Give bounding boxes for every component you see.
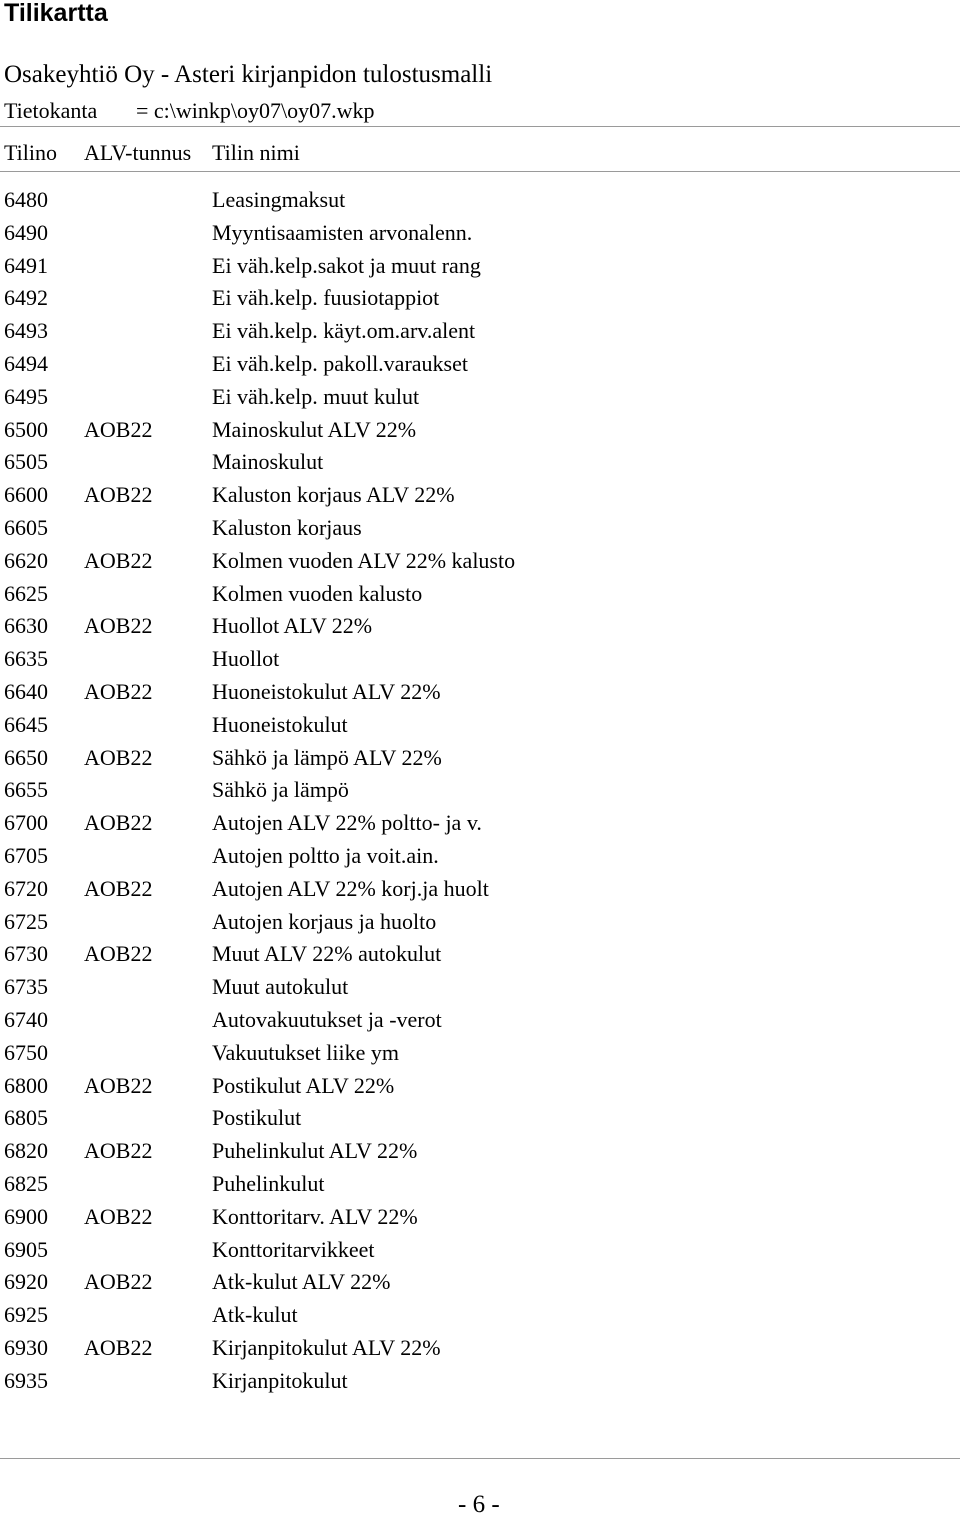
account-name: Huollot ALV 22% [212,613,373,639]
account-name: Autojen korjaus ja huolto [212,908,437,934]
account-name: Autojen poltto ja voit.ain. [212,842,439,868]
account-name: Konttoritarv. ALV 22% [212,1203,418,1229]
account-name: Myyntisaamisten arvonalenn. [212,219,473,245]
table-row [4,840,960,873]
header-divider [0,126,960,127]
account-number: 6905 [4,1236,48,1262]
account-name: Autovakuutukset ja -verot [212,1006,442,1032]
document-title: Tilikartta [4,0,108,27]
account-number: 6605 [4,514,48,540]
table-row [4,315,960,348]
table-row [4,676,960,709]
table-row [4,250,960,283]
vat-code: AOB22 [84,810,153,836]
account-number: 6655 [4,777,48,803]
table-row [4,414,960,447]
account-name: Ei väh.kelp. muut kulut [212,383,420,409]
account-number: 6493 [4,318,48,344]
table-row [4,1234,960,1267]
account-number: 6900 [4,1203,48,1229]
account-number: 6800 [4,1072,48,1098]
account-number: 6730 [4,941,48,967]
account-table [4,184,960,1397]
table-row [4,381,960,414]
table-row [4,1201,960,1234]
account-number: 6492 [4,285,48,311]
table-header-divider [0,171,960,172]
account-number: 6825 [4,1170,48,1196]
account-number: 6740 [4,1006,48,1032]
vat-code: AOB22 [84,1269,153,1295]
account-name: Atk-kulut ALV 22% [212,1269,391,1295]
account-number: 6700 [4,810,48,836]
account-name: Puhelinkulut ALV 22% [212,1138,418,1164]
account-number: 6494 [4,350,48,376]
account-name: Kolmen vuoden kalusto [212,580,423,606]
account-number: 6705 [4,842,48,868]
account-number: 6600 [4,482,48,508]
account-name: Sähkö ja lämpö [212,777,349,803]
vat-code: AOB22 [84,875,153,901]
account-name: Sähkö ja lämpö ALV 22% [212,744,442,770]
account-number: 6650 [4,744,48,770]
account-number: 6640 [4,678,48,704]
account-name: Konttoritarvikkeet [212,1236,375,1262]
table-row [4,1004,960,1037]
company-name: Osakeyhtiö Oy - Asteri kirjanpidon tulostusmalli [4,61,493,88]
column-header-account-no: Tilino [4,140,58,165]
table-row [4,479,960,512]
vat-code: AOB22 [84,1334,153,1360]
account-name: Atk-kulut [212,1302,298,1328]
footer-divider [0,1458,960,1459]
vat-code: AOB22 [84,1138,153,1164]
page-number: - 6 - [458,1491,500,1518]
account-number: 6491 [4,252,48,278]
account-name: Puhelinkulut [212,1170,325,1196]
account-name: Kirjanpitokulut [212,1367,348,1393]
table-row [4,512,960,545]
vat-code: AOB22 [84,482,153,508]
table-row [4,610,960,643]
account-name: Vakuutukset liike ym [212,1039,399,1065]
account-name: Mainoskulut [212,449,324,475]
table-row [4,742,960,775]
account-name: Huoneistokulut [212,711,348,737]
account-name: Huoneistokulut ALV 22% [212,678,441,704]
database-path: = c:\winkp\oy07\oy07.wkp [136,98,375,123]
account-number: 6935 [4,1367,48,1393]
account-number: 6495 [4,383,48,409]
account-name: Kaluston korjaus ALV 22% [212,482,455,508]
account-name: Kirjanpitokulut ALV 22% [212,1334,441,1360]
table-row [4,774,960,807]
account-number: 6645 [4,711,48,737]
table-row [4,971,960,1004]
account-name: Mainoskulut ALV 22% [212,416,417,442]
account-number: 6930 [4,1334,48,1360]
table-row [4,906,960,939]
table-row [4,1037,960,1070]
table-row [4,348,960,381]
table-row [4,1365,960,1398]
account-name: Huollot [212,646,280,672]
table-row [4,1168,960,1201]
table-row [4,1102,960,1135]
account-number: 6805 [4,1105,48,1131]
table-row [4,1135,960,1168]
account-number: 6750 [4,1039,48,1065]
table-row [4,578,960,611]
vat-code: AOB22 [84,941,153,967]
vat-code: AOB22 [84,1072,153,1098]
account-number: 6630 [4,613,48,639]
account-name: Autojen ALV 22% poltto- ja v. [212,810,482,836]
table-row [4,873,960,906]
account-number: 6735 [4,974,48,1000]
account-number: 6720 [4,875,48,901]
table-row [4,1332,960,1365]
account-name: Kolmen vuoden ALV 22% kalusto [212,547,516,573]
database-label: Tietokanta [4,98,98,123]
account-name: Postikulut [212,1105,302,1131]
account-number: 6500 [4,416,48,442]
account-number: 6635 [4,646,48,672]
account-name: Leasingmaksut [212,187,346,212]
vat-code: AOB22 [84,744,153,770]
account-name: Ei väh.kelp. fuusiotappiot [212,285,440,311]
account-name: Autojen ALV 22% korj.ja huolt [212,875,489,901]
account-number: 6920 [4,1269,48,1295]
table-row [4,446,960,479]
table-row [4,282,960,315]
table-row [4,217,960,250]
table-row [4,709,960,742]
account-name: Postikulut ALV 22% [212,1072,395,1098]
table-row [4,807,960,840]
account-name: Kaluston korjaus [212,514,362,540]
account-name: Ei väh.kelp. käyt.om.arv.alent [212,318,476,344]
account-name: Ei väh.kelp.sakot ja muut rang [212,252,481,278]
table-row [4,1070,960,1103]
table-row [4,1266,960,1299]
account-name: Muut autokulut [212,974,349,1000]
table-row [4,545,960,578]
account-number: 6625 [4,580,48,606]
account-number: 6505 [4,449,48,475]
account-name: Muut ALV 22% autokulut [212,941,442,967]
vat-code: AOB22 [84,678,153,704]
table-row [4,184,960,217]
column-header-account-name: Tilin nimi [212,140,300,165]
account-number: 6620 [4,547,48,573]
account-number: 6480 [4,187,48,212]
table-row [4,938,960,971]
vat-code: AOB22 [84,416,153,442]
table-row [4,643,960,676]
account-number: 6725 [4,908,48,934]
table-row [4,1299,960,1332]
vat-code: AOB22 [84,1203,153,1229]
account-number: 6925 [4,1302,48,1328]
vat-code: AOB22 [84,547,153,573]
account-number: 6820 [4,1138,48,1164]
account-name: Ei väh.kelp. pakoll.varaukset [212,350,468,376]
account-number: 6490 [4,219,48,245]
table-header [4,138,960,168]
vat-code: AOB22 [84,613,153,639]
column-header-vat-code: ALV-tunnus [84,140,192,165]
